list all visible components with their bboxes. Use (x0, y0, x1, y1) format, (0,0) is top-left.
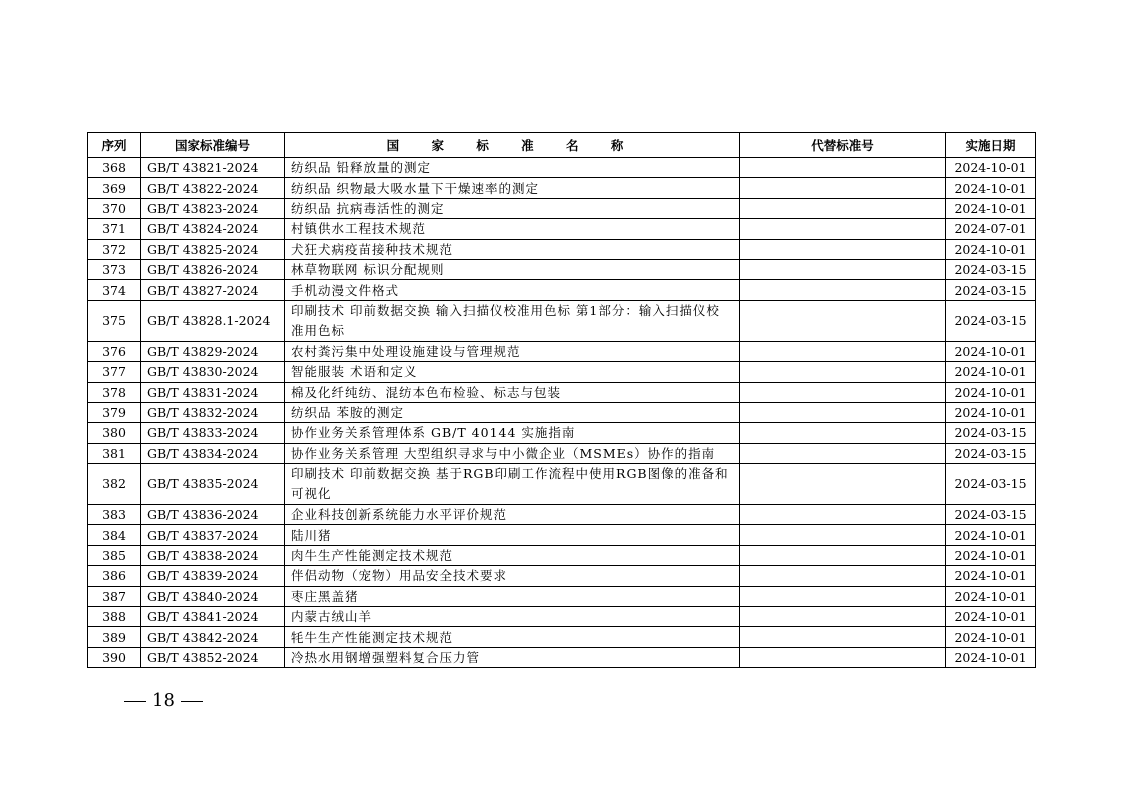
cell-name: 内蒙古绒山羊 (285, 607, 740, 627)
cell-seq: 385 (88, 545, 141, 565)
cell-replace (740, 505, 946, 525)
cell-replace (740, 464, 946, 505)
cell-replace (740, 300, 946, 341)
table-row (88, 464, 1036, 505)
cell-name: 犬狂犬病疫苗接种技术规范 (285, 239, 740, 259)
table-row (88, 586, 1036, 606)
cell-seq: 382 (88, 464, 141, 505)
table-row (88, 525, 1036, 545)
cell-replace (740, 382, 946, 402)
cell-seq: 372 (88, 239, 141, 259)
cell-replace (740, 627, 946, 647)
footer-dash-left (124, 701, 146, 702)
cell-seq: 379 (88, 402, 141, 422)
cell-seq: 370 (88, 198, 141, 218)
table-row (88, 259, 1036, 279)
cell-code: GB/T 43823-2024 (141, 198, 285, 218)
cell-date: 2024-10-01 (946, 566, 1036, 586)
cell-seq: 373 (88, 259, 141, 279)
cell-seq: 390 (88, 647, 141, 667)
cell-seq: 386 (88, 566, 141, 586)
cell-name: 印刷技术 印前数据交换 基于RGB印刷工作流程中使用RGB图像的准备和可视化 (285, 464, 740, 505)
header-seq: 序列 (88, 133, 141, 158)
cell-date: 2024-10-01 (946, 198, 1036, 218)
cell-code: GB/T 43826-2024 (141, 259, 285, 279)
table-row (88, 443, 1036, 463)
cell-seq: 384 (88, 525, 141, 545)
table-row (88, 505, 1036, 525)
footer-dash-right (181, 701, 203, 702)
cell-replace (740, 158, 946, 178)
cell-date: 2024-03-15 (946, 505, 1036, 525)
cell-name: 印刷技术 印前数据交换 输入扫描仪校准用色标 第1部分：输入扫描仪校准用色标 (285, 300, 740, 341)
cell-seq: 376 (88, 341, 141, 361)
cell-replace (740, 423, 946, 443)
cell-code: GB/T 43833-2024 (141, 423, 285, 443)
cell-replace (740, 239, 946, 259)
cell-code: GB/T 43822-2024 (141, 178, 285, 198)
cell-date: 2024-03-15 (946, 443, 1036, 463)
cell-date: 2024-10-01 (946, 627, 1036, 647)
cell-date: 2024-10-01 (946, 607, 1036, 627)
cell-name: 纺织品 铅释放量的测定 (285, 158, 740, 178)
cell-name: 纺织品 苯胺的测定 (285, 402, 740, 422)
cell-name: 企业科技创新系统能力水平评价规范 (285, 505, 740, 525)
cell-code: GB/T 43836-2024 (141, 505, 285, 525)
cell-replace (740, 545, 946, 565)
table-row (88, 607, 1036, 627)
standards-table (87, 132, 1036, 668)
cell-code: GB/T 43831-2024 (141, 382, 285, 402)
cell-name: 冷热水用钢增强塑料复合压力管 (285, 647, 740, 667)
table-row (88, 566, 1036, 586)
cell-date: 2024-10-01 (946, 525, 1036, 545)
cell-code: GB/T 43834-2024 (141, 443, 285, 463)
cell-seq: 381 (88, 443, 141, 463)
cell-replace (740, 566, 946, 586)
cell-date: 2024-10-01 (946, 341, 1036, 361)
table-row (88, 402, 1036, 422)
cell-code: GB/T 43829-2024 (141, 341, 285, 361)
cell-name: 陆川猪 (285, 525, 740, 545)
cell-replace (740, 280, 946, 300)
cell-seq: 389 (88, 627, 141, 647)
cell-name: 伴侣动物（宠物）用品安全技术要求 (285, 566, 740, 586)
cell-code: GB/T 43828.1-2024 (141, 300, 285, 341)
cell-name: 协作业务关系管理 大型组织寻求与中小微企业（MSMEs）协作的指南 (285, 443, 740, 463)
cell-name: 智能服装 术语和定义 (285, 362, 740, 382)
header-replace: 代替标准号 (740, 133, 946, 158)
cell-seq: 380 (88, 423, 141, 443)
table-row (88, 362, 1036, 382)
cell-code: GB/T 43825-2024 (141, 239, 285, 259)
header-name: 国 家 标 准 名 称 (285, 133, 740, 158)
cell-name: 村镇供水工程技术规范 (285, 219, 740, 239)
cell-seq: 388 (88, 607, 141, 627)
cell-name: 农村粪污集中处理设施建设与管理规范 (285, 341, 740, 361)
cell-name: 牦牛生产性能测定技术规范 (285, 627, 740, 647)
cell-name: 纺织品 抗病毒活性的测定 (285, 198, 740, 218)
table-header-row (88, 133, 1036, 158)
cell-code: GB/T 43838-2024 (141, 545, 285, 565)
table-row (88, 545, 1036, 565)
cell-name: 棉及化纤纯纺、混纺本色布检验、标志与包装 (285, 382, 740, 402)
cell-code: GB/T 43841-2024 (141, 607, 285, 627)
table-row (88, 178, 1036, 198)
table-body (88, 158, 1036, 668)
cell-date: 2024-10-01 (946, 158, 1036, 178)
cell-date: 2024-03-15 (946, 280, 1036, 300)
cell-name: 枣庄黑盖猪 (285, 586, 740, 606)
cell-name: 纺织品 织物最大吸水量下干燥速率的测定 (285, 178, 740, 198)
table-row (88, 423, 1036, 443)
cell-seq: 369 (88, 178, 141, 198)
cell-date: 2024-10-01 (946, 647, 1036, 667)
cell-replace (740, 647, 946, 667)
cell-date: 2024-07-01 (946, 219, 1036, 239)
cell-date: 2024-03-15 (946, 423, 1036, 443)
cell-replace (740, 402, 946, 422)
cell-seq: 368 (88, 158, 141, 178)
cell-name: 肉牛生产性能测定技术规范 (285, 545, 740, 565)
cell-name: 协作业务关系管理体系 GB/T 40144 实施指南 (285, 423, 740, 443)
page-footer (118, 690, 209, 711)
page-number: 18 (152, 690, 175, 711)
cell-replace (740, 219, 946, 239)
cell-date: 2024-10-01 (946, 362, 1036, 382)
cell-date: 2024-03-15 (946, 464, 1036, 505)
table-row (88, 198, 1036, 218)
table-row (88, 280, 1036, 300)
cell-replace (740, 259, 946, 279)
cell-date: 2024-10-01 (946, 178, 1036, 198)
cell-code: GB/T 43821-2024 (141, 158, 285, 178)
cell-code: GB/T 43824-2024 (141, 219, 285, 239)
cell-date: 2024-10-01 (946, 402, 1036, 422)
table-row (88, 158, 1036, 178)
table-row (88, 627, 1036, 647)
cell-replace (740, 198, 946, 218)
cell-date: 2024-10-01 (946, 586, 1036, 606)
cell-date: 2024-10-01 (946, 382, 1036, 402)
cell-code: GB/T 43827-2024 (141, 280, 285, 300)
cell-code: GB/T 43840-2024 (141, 586, 285, 606)
cell-code: GB/T 43832-2024 (141, 402, 285, 422)
cell-code: GB/T 43835-2024 (141, 464, 285, 505)
cell-replace (740, 362, 946, 382)
cell-date: 2024-10-01 (946, 545, 1036, 565)
cell-date: 2024-03-15 (946, 300, 1036, 341)
cell-replace (740, 443, 946, 463)
table-row (88, 382, 1036, 402)
cell-seq: 375 (88, 300, 141, 341)
cell-date: 2024-10-01 (946, 239, 1036, 259)
header-code: 国家标准编号 (141, 133, 285, 158)
header-date: 实施日期 (946, 133, 1036, 158)
cell-date: 2024-03-15 (946, 259, 1036, 279)
cell-seq: 383 (88, 505, 141, 525)
cell-name: 林草物联网 标识分配规则 (285, 259, 740, 279)
cell-code: GB/T 43852-2024 (141, 647, 285, 667)
table-row (88, 219, 1036, 239)
cell-code: GB/T 43842-2024 (141, 627, 285, 647)
table-row (88, 647, 1036, 667)
table-row (88, 239, 1036, 259)
table-row (88, 341, 1036, 361)
cell-replace (740, 525, 946, 545)
cell-seq: 371 (88, 219, 141, 239)
cell-seq: 374 (88, 280, 141, 300)
cell-seq: 387 (88, 586, 141, 606)
table-row (88, 300, 1036, 341)
cell-seq: 378 (88, 382, 141, 402)
cell-replace (740, 586, 946, 606)
cell-replace (740, 178, 946, 198)
cell-seq: 377 (88, 362, 141, 382)
cell-replace (740, 607, 946, 627)
cell-replace (740, 341, 946, 361)
cell-code: GB/T 43839-2024 (141, 566, 285, 586)
cell-code: GB/T 43830-2024 (141, 362, 285, 382)
cell-name: 手机动漫文件格式 (285, 280, 740, 300)
cell-code: GB/T 43837-2024 (141, 525, 285, 545)
